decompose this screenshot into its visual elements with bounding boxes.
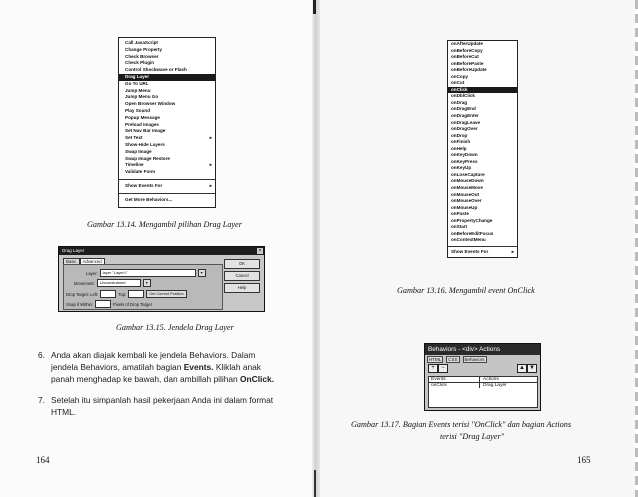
events-menu [447,40,518,258]
behaviors-menu [118,37,216,208]
tab-behaviors[interactable]: Behaviors [464,357,485,362]
menu-item[interactable]: Popup Message [125,114,160,120]
remove-behavior-button[interactable]: − [438,364,448,373]
table-row[interactable] [429,383,537,388]
behaviors-table [428,376,538,408]
event-menu-item[interactable]: onDragLeave [451,119,481,125]
menu-item[interactable]: Check Browser [125,53,159,59]
close-icon[interactable]: × [258,248,262,254]
tab-advanced[interactable]: Advanced [80,258,105,264]
panel-title: Behaviors - <div> Actions [425,344,540,355]
actions-column-header: Actions [483,377,499,382]
drop-left-input[interactable] [100,290,116,298]
cancel-button[interactable]: Cancel [224,271,260,281]
event-cell: onClick [429,383,480,388]
menu-item[interactable]: Change Property [125,46,163,52]
step-7-number: 7. [38,395,45,405]
show-events-for-item[interactable]: Show Events For ▸ [125,182,212,188]
event-menu-item[interactable]: onMouseMove [451,185,483,191]
drop-top-input[interactable] [128,290,144,298]
menu-item[interactable]: Set Text ▸ [125,135,212,141]
event-menu-item[interactable]: onMouseDown [451,178,484,184]
movement-label: Movement: [74,280,95,286]
menu-item[interactable]: Open Browser Window [125,101,176,107]
caption-figure-13-14: Gambar 13.14. Mengambil pilihan Drag Layer [87,220,242,229]
event-menu-item[interactable]: onBeforePaste [451,60,484,66]
event-menu-item[interactable]: onKeyUp [451,165,472,171]
event-menu-item[interactable]: onDragEnter [451,113,479,119]
menu-item[interactable]: Go To URL [125,80,149,86]
event-menu-item[interactable]: onDragEnd [451,106,476,112]
events-column-header: Events [429,377,480,382]
caption-figure-13-15: Gambar 13.15. Jendela Drag Layer [116,323,234,332]
menu-item[interactable]: Jump Menu Go [125,94,159,100]
snap-input[interactable] [95,300,111,308]
menu-item[interactable]: Drag Layer [119,74,215,81]
menu-item[interactable]: Swap Image Restore [125,155,170,161]
menu-item[interactable]: Swap Image [125,148,152,154]
page-number-left: 164 [36,455,50,465]
event-menu-item[interactable]: onKeyDown [451,152,478,158]
move-down-icon[interactable]: ▼ [527,364,537,373]
chevron-right-icon: ▸ [209,182,212,188]
move-up-icon[interactable]: ▲ [517,364,527,373]
step-7-line-2: HTML. [51,407,77,418]
get-more-behaviors-item[interactable]: Get More Behaviors... [125,196,173,202]
chevron-down-icon[interactable]: ▾ [198,269,206,277]
panel-toolbar [425,363,540,373]
event-menu-item[interactable]: onBeforeCopy [451,47,483,53]
menu-item[interactable]: Set Nav Bar Image [125,128,166,134]
drag-layer-dialog [58,246,265,312]
show-events-for-item[interactable]: Show Events For ▸ [451,248,514,254]
snap-label: Snap if Within: [66,301,93,307]
event-menu-item[interactable]: onDrag [451,99,468,105]
snap-suffix: Pixels of Drop Target [113,301,152,307]
event-menu-item[interactable]: onPropertyChange [451,217,493,223]
event-menu-item[interactable]: onKeyPress [451,158,478,164]
help-button[interactable]: Help [224,283,260,293]
event-menu-item[interactable]: onCopy [451,73,469,79]
chevron-right-icon: ▸ [511,248,514,254]
tab-html[interactable]: HTML [429,357,442,362]
event-menu-item[interactable]: onMouseOver [451,198,482,204]
event-menu-item[interactable]: onMouseUp [451,204,478,210]
menu-item[interactable]: Control Shockwave or Flash [125,67,187,73]
event-menu-item[interactable]: onStart [451,224,468,230]
panel-tabs [425,355,540,363]
step-7-line-1: Setelah itu simpanlah hasil pekerjaan Anda ini dalam format [51,395,274,405]
chevron-right-icon: ▸ [209,135,212,141]
step-7 [38,394,306,418]
menu-item[interactable]: Preload Images [125,121,159,127]
menu-item[interactable]: Call JavaScript [125,40,158,45]
menu-item[interactable]: Timeline ▸ [125,162,212,168]
step-6-line-2: jendela Behaviors, amatilah bagian Events. Kliklah anak [51,362,261,373]
event-menu-item[interactable]: onDragOver [451,126,478,132]
event-menu-item[interactable]: onLoseCapture [451,171,485,177]
event-menu-item[interactable]: onHelp [451,145,467,151]
event-menu-item[interactable]: onMouseOut [451,191,480,197]
chevron-right-icon: ▸ [209,162,212,168]
menu-item[interactable]: Play Sound [125,107,151,113]
layer-select[interactable]: layer "Layer1" [100,269,196,277]
action-cell: Drag Layer [483,383,507,388]
event-menu-item[interactable]: onClick [448,87,517,94]
event-menu-item[interactable]: onCut [451,80,465,86]
book-spine [312,0,320,497]
top-label: Top: [118,291,127,297]
menu-item[interactable]: Check Plugin [125,60,155,66]
page-number-right: 165 [577,455,591,465]
step-6-number: 6. [38,350,45,360]
chevron-down-icon[interactable]: ▾ [143,279,151,287]
tab-css[interactable]: CSS [448,357,458,362]
event-menu-item[interactable]: onDblClick [451,93,475,99]
menu-item[interactable]: Jump Menu [125,87,151,93]
caption-figure-13-17-line-2: terisi "Drag Layer" [440,432,505,441]
event-menu-item[interactable]: onContextMenu [451,237,486,243]
event-menu-item[interactable]: onBeforeEditFocus [451,230,494,236]
dialog-panel [63,264,223,310]
caption-figure-13-16: Gambar 13.16. Mengambil event OnClick [397,286,535,295]
menu-item[interactable]: Validate Form [125,169,156,175]
layer-label: Layer: [86,270,98,276]
drop-target-label: Drop Target: Left: [66,291,99,297]
event-menu-item[interactable]: onAfterUpdate [451,41,483,46]
event-menu-item[interactable]: onPaste [451,211,469,217]
menu-item[interactable]: Show-Hide Layers [125,141,165,147]
movement-select[interactable]: Unconstrained [97,279,141,287]
step-6 [38,349,306,386]
dialog-title: Drag Layer [62,248,85,253]
event-menu-item[interactable]: onBeforeUpdate [451,67,487,73]
event-menu-item[interactable]: onBeforeCut [451,54,479,60]
step-6-line-3: panah menghadap ke bawah, dan ambillah pilihan OnClick. [51,374,275,385]
binding-mark-top [313,0,316,14]
ok-button[interactable]: OK [224,259,260,269]
dialog-titlebar [59,247,264,255]
event-menu-item[interactable]: onFinish [451,139,471,145]
caption-figure-13-17-line-1: Gambar 13.17. Bagian Events terisi "OnClick" dan bagian Actions [351,420,572,429]
binding-mark-bottom [314,470,316,497]
get-position-button[interactable]: Get Current Position [146,290,186,298]
tab-basic[interactable]: Basic [63,258,80,264]
event-menu-item[interactable]: onDrop [451,132,468,138]
step-6-line-1: Anda akan diajak kembali ke jendela Behaviors. Dalam [51,350,256,360]
add-behavior-button[interactable]: + [428,364,438,373]
behaviors-panel [424,343,541,411]
